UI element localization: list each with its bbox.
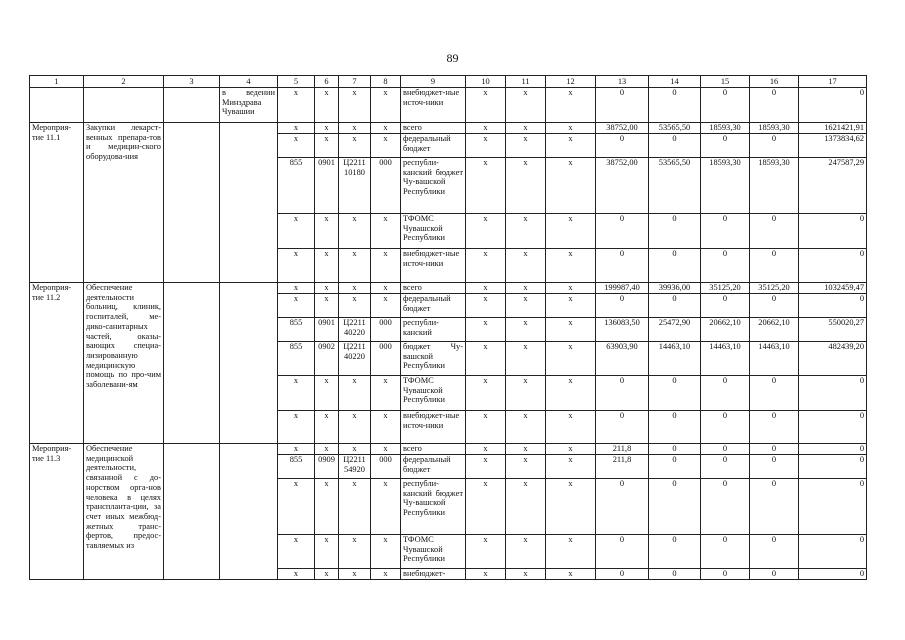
table-cell: х <box>466 455 506 479</box>
table-cell: 20662,10 <box>701 318 750 342</box>
table-cell: х <box>506 569 546 580</box>
table-cell: х <box>339 88 371 123</box>
table-cell: 0 <box>596 134 649 158</box>
table-cell: х <box>371 411 401 444</box>
table-cell: х <box>546 376 596 411</box>
table-cell: 14463,10 <box>649 342 701 376</box>
table-cell: х <box>278 249 315 283</box>
table-cell: 000 <box>371 158 401 214</box>
table-cell: ТФОМС Чувашской Республики <box>401 535 466 569</box>
table-cell: х <box>339 134 371 158</box>
table-cell: х <box>278 376 315 411</box>
table-cell: 0 <box>701 294 750 318</box>
table-cell: х <box>466 123 506 134</box>
table-cell: 0 <box>649 134 701 158</box>
table-cell: х <box>339 123 371 134</box>
table-cell: 0 <box>596 479 649 535</box>
header-cell: 13 <box>596 76 649 88</box>
table-cell: 0 <box>649 455 701 479</box>
table-cell: 18593,30 <box>701 158 750 214</box>
department-cell: в ведении Минздрава Чувашии <box>220 88 278 123</box>
table-cell: х <box>506 283 546 294</box>
table-cell: 0901 <box>315 318 339 342</box>
table-cell: всего <box>401 444 466 455</box>
table-cell: 53565,50 <box>649 123 701 134</box>
table-cell: 0 <box>596 88 649 123</box>
table-cell: х <box>506 158 546 214</box>
table-cell: 35125,20 <box>701 283 750 294</box>
table-cell: 1032459,47 <box>799 283 867 294</box>
table-cell: 0 <box>799 214 867 249</box>
table-cell: 0 <box>649 535 701 569</box>
header-cell: 11 <box>506 76 546 88</box>
header-cell: 5 <box>278 76 315 88</box>
table-cell: 0 <box>596 569 649 580</box>
table-cell: 0 <box>596 411 649 444</box>
table-cell: х <box>466 318 506 342</box>
table-cell: Ц2211 54920 <box>339 455 371 479</box>
table-cell: 0 <box>799 535 867 569</box>
table-cell: 0 <box>750 479 799 535</box>
header-cell: 1 <box>30 76 84 88</box>
table-cell <box>220 444 278 580</box>
table-cell: х <box>339 283 371 294</box>
table-cell: х <box>278 535 315 569</box>
table-cell: х <box>371 479 401 535</box>
table-cell: Ц2211 40220 <box>339 342 371 376</box>
table-cell: 000 <box>371 318 401 342</box>
table-cell: х <box>506 376 546 411</box>
table-cell: х <box>278 214 315 249</box>
table-cell: 38752,00 <box>596 123 649 134</box>
table-cell: 0 <box>799 479 867 535</box>
table-cell: х <box>506 294 546 318</box>
activity-name-cell: Закупки лекарст-венных препара-тов и медицин-ского оборудова-ния <box>84 123 164 283</box>
table-cell: х <box>278 411 315 444</box>
table-cell: 482439,20 <box>799 342 867 376</box>
table-cell: х <box>278 569 315 580</box>
table-cell: 0 <box>701 535 750 569</box>
table-cell: х <box>371 283 401 294</box>
table-cell <box>164 444 220 580</box>
table-cell: федеральный бюджет <box>401 134 466 158</box>
table-cell: 0 <box>649 569 701 580</box>
table-cell: 0 <box>701 214 750 249</box>
table-cell: х <box>546 158 596 214</box>
table-cell: 0 <box>701 376 750 411</box>
table-cell: х <box>506 318 546 342</box>
table-cell: 20662,10 <box>750 318 799 342</box>
table-cell: 0 <box>701 249 750 283</box>
table-row <box>30 283 867 294</box>
table-cell: 550020,27 <box>799 318 867 342</box>
table-cell <box>84 88 164 123</box>
header-cell: 17 <box>799 76 867 88</box>
table-cell: х <box>315 88 339 123</box>
header-cell: 15 <box>701 76 750 88</box>
table-cell: х <box>315 479 339 535</box>
table-cell: 0 <box>649 411 701 444</box>
table-cell: х <box>315 294 339 318</box>
table-cell: х <box>315 376 339 411</box>
table-cell: 000 <box>371 342 401 376</box>
table-cell: х <box>339 411 371 444</box>
table-cell: 000 <box>371 455 401 479</box>
table-cell: 0 <box>750 455 799 479</box>
table-cell: 18593,30 <box>750 123 799 134</box>
table-cell: 0 <box>750 134 799 158</box>
header-cell: 7 <box>339 76 371 88</box>
table-cell: 0 <box>750 535 799 569</box>
table-cell: х <box>506 444 546 455</box>
table-cell: х <box>466 376 506 411</box>
table-cell: федеральный бюджет <box>401 455 466 479</box>
table-cell <box>164 283 220 444</box>
table-body <box>30 76 867 580</box>
table-cell: х <box>546 283 596 294</box>
table-cell: х <box>506 134 546 158</box>
table-cell: 0 <box>750 88 799 123</box>
activity-number-cell: Мероприя-тие 11.1 <box>30 123 84 283</box>
table-cell: 0 <box>596 214 649 249</box>
table-row <box>30 123 867 134</box>
table-cell: 855 <box>278 158 315 214</box>
table-cell: х <box>371 569 401 580</box>
table-cell: х <box>315 283 339 294</box>
activity-number-cell: Мероприя-тие 11.2 <box>30 283 84 444</box>
table-cell: х <box>546 249 596 283</box>
table-cell: х <box>315 123 339 134</box>
table-cell: 855 <box>278 342 315 376</box>
table-cell: х <box>506 123 546 134</box>
table-cell: 0 <box>799 88 867 123</box>
table-cell: 855 <box>278 455 315 479</box>
table-cell: 0 <box>649 479 701 535</box>
table-cell: х <box>371 376 401 411</box>
table-cell: республи-канский бюджет Чу-вашской Республики <box>401 158 466 214</box>
table-cell: 0 <box>701 569 750 580</box>
table-cell: 0 <box>799 376 867 411</box>
header-cell: 9 <box>401 76 466 88</box>
table-cell: х <box>546 214 596 249</box>
table-cell: х <box>546 455 596 479</box>
table-cell: х <box>506 249 546 283</box>
table-cell: х <box>339 249 371 283</box>
table-cell: всего <box>401 283 466 294</box>
header-cell: 12 <box>546 76 596 88</box>
table-cell: 0 <box>649 214 701 249</box>
header-cell: 4 <box>220 76 278 88</box>
table-cell: бюджет Чу-вашской Республики <box>401 342 466 376</box>
table-cell: х <box>466 283 506 294</box>
table-cell: 0 <box>750 411 799 444</box>
table-cell: х <box>315 444 339 455</box>
table-cell: 1373834,62 <box>799 134 867 158</box>
table-cell: х <box>371 535 401 569</box>
header-cell: 3 <box>164 76 220 88</box>
table-cell: х <box>315 535 339 569</box>
table-row <box>30 444 867 455</box>
table-cell: 25472,90 <box>649 318 701 342</box>
table-cell: х <box>546 294 596 318</box>
table-cell: 1621421,91 <box>799 123 867 134</box>
table-cell: х <box>371 134 401 158</box>
table-cell: х <box>546 88 596 123</box>
table-cell: 53565,50 <box>649 158 701 214</box>
table-cell: Ц2211 10180 <box>339 158 371 214</box>
table-cell: х <box>546 569 596 580</box>
header-cell: 8 <box>371 76 401 88</box>
table-cell: 0 <box>649 294 701 318</box>
table-cell: х <box>371 88 401 123</box>
table-cell: 0909 <box>315 455 339 479</box>
table-cell: х <box>339 569 371 580</box>
table-cell: 0 <box>799 249 867 283</box>
table-cell <box>30 88 84 123</box>
table-cell: 0 <box>701 479 750 535</box>
table-cell: 211,8 <box>596 455 649 479</box>
table-cell: 855 <box>278 318 315 342</box>
table-cell: 211,8 <box>596 444 649 455</box>
table-cell: 199987,40 <box>596 283 649 294</box>
table-cell: 0 <box>701 455 750 479</box>
table-cell: х <box>466 342 506 376</box>
table-cell: внебюджет-ные источ-ники <box>401 411 466 444</box>
table-cell: 18593,30 <box>750 158 799 214</box>
table-cell: х <box>466 535 506 569</box>
table-cell: 0 <box>701 88 750 123</box>
activity-number-cell: Мероприя-тие 11.3 <box>30 444 84 580</box>
table-cell: х <box>466 249 506 283</box>
table-cell: внебюджет-ные источ-ники <box>401 249 466 283</box>
table-cell: х <box>315 214 339 249</box>
header-cell: 6 <box>315 76 339 88</box>
table-cell: 14463,10 <box>701 342 750 376</box>
table-cell: 0 <box>750 569 799 580</box>
table-cell: х <box>371 214 401 249</box>
table-cell: х <box>371 249 401 283</box>
table-cell: х <box>466 158 506 214</box>
table-cell: х <box>466 294 506 318</box>
table-cell: х <box>339 294 371 318</box>
table-cell: х <box>278 134 315 158</box>
table-cell: 0 <box>596 294 649 318</box>
table-cell: 0 <box>799 455 867 479</box>
table-cell: х <box>546 444 596 455</box>
table-cell: 0 <box>750 294 799 318</box>
table-cell: 0 <box>799 294 867 318</box>
table-cell: х <box>506 479 546 535</box>
table-cell: х <box>466 134 506 158</box>
table-cell: х <box>278 283 315 294</box>
table-cell: 0 <box>799 569 867 580</box>
table-cell: х <box>506 342 546 376</box>
header-cell: 16 <box>750 76 799 88</box>
table-cell: х <box>278 294 315 318</box>
table-cell: х <box>315 411 339 444</box>
table-cell: 0 <box>649 88 701 123</box>
table-cell: х <box>371 294 401 318</box>
table-cell: х <box>339 444 371 455</box>
table-cell: 0 <box>649 376 701 411</box>
table-cell: х <box>315 569 339 580</box>
header-cell: 10 <box>466 76 506 88</box>
table-cell: х <box>466 88 506 123</box>
table-cell: ТФОМС Чувашской Республики <box>401 376 466 411</box>
table-cell: х <box>546 479 596 535</box>
header-row <box>30 76 867 88</box>
table-cell: внебюджет- <box>401 569 466 580</box>
table-cell: внебюджет-ные источ-ники <box>401 88 466 123</box>
table-cell: х <box>466 411 506 444</box>
table-cell: 14463,10 <box>750 342 799 376</box>
table-cell: х <box>339 214 371 249</box>
table-cell: 136083,50 <box>596 318 649 342</box>
table-cell <box>164 88 220 123</box>
table-cell: х <box>466 444 506 455</box>
table-cell: 18593,30 <box>701 123 750 134</box>
table-cell: республи-канский <box>401 318 466 342</box>
table-cell: х <box>506 214 546 249</box>
table-cell: х <box>315 249 339 283</box>
table-cell: х <box>546 342 596 376</box>
table-cell: х <box>339 479 371 535</box>
table-cell <box>164 123 220 283</box>
table-cell: 247587,29 <box>799 158 867 214</box>
table-cell: х <box>546 318 596 342</box>
activity-name-cell: Обеспечение медицинской деятельности, связанной с до-норством орга-нов человека в целях транспланта-ции, за счет иных межбюд-жетных транс-фертов, предос-тавляемых из <box>84 444 164 580</box>
header-cell: 2 <box>84 76 164 88</box>
table-cell: х <box>466 479 506 535</box>
page-number: 89 <box>446 51 459 65</box>
table-cell: 0 <box>649 444 701 455</box>
table-cell: х <box>278 444 315 455</box>
table-cell: х <box>546 411 596 444</box>
table-cell: х <box>339 376 371 411</box>
table-cell: 0 <box>750 444 799 455</box>
table-cell: х <box>371 444 401 455</box>
table-cell: 0 <box>649 249 701 283</box>
table-cell: х <box>506 535 546 569</box>
table-cell: 63903,90 <box>596 342 649 376</box>
table-cell: 0 <box>799 444 867 455</box>
table-row <box>30 88 867 123</box>
table-cell: 39936,00 <box>649 283 701 294</box>
table-cell: 35125,20 <box>750 283 799 294</box>
table-cell: 38752,00 <box>596 158 649 214</box>
table-cell: х <box>546 134 596 158</box>
table-cell: 0 <box>596 376 649 411</box>
table-cell: х <box>278 123 315 134</box>
table-cell: х <box>506 88 546 123</box>
table-cell: х <box>371 123 401 134</box>
table-cell: всего <box>401 123 466 134</box>
table-cell: х <box>506 455 546 479</box>
table-cell: 0 <box>701 444 750 455</box>
table-cell: х <box>466 214 506 249</box>
table-cell: 0 <box>750 376 799 411</box>
table-cell: 0 <box>799 411 867 444</box>
table-cell: Ц2211 40220 <box>339 318 371 342</box>
table-cell: 0 <box>750 214 799 249</box>
table-cell: х <box>546 123 596 134</box>
table-cell: 0 <box>701 134 750 158</box>
table-cell: ТФОМС Чувашской Республики <box>401 214 466 249</box>
table-cell: 0902 <box>315 342 339 376</box>
table-cell: 0 <box>596 535 649 569</box>
table-cell: х <box>278 479 315 535</box>
table-cell <box>220 123 278 283</box>
table-cell: х <box>506 411 546 444</box>
budget-table <box>29 75 867 580</box>
table-cell: республи-канский бюджет Чу-вашской Республики <box>401 479 466 535</box>
table-cell <box>220 283 278 444</box>
table-cell: х <box>278 88 315 123</box>
table-cell: 0 <box>750 249 799 283</box>
table-cell: х <box>339 535 371 569</box>
table-cell: 0 <box>596 249 649 283</box>
table-cell: федеральный бюджет <box>401 294 466 318</box>
table-cell: 0 <box>701 411 750 444</box>
activity-name-cell: Обеспечение деятельности больниц, клиник, госпиталей, ме-дико-санитарных частей, оказы-вающих специа-лизированную медицинскую помощь по про-чим заболевани-ям <box>84 283 164 444</box>
table-cell: х <box>315 134 339 158</box>
header-cell: 14 <box>649 76 701 88</box>
table-cell: х <box>546 535 596 569</box>
table-cell: х <box>466 569 506 580</box>
table-cell: 0901 <box>315 158 339 214</box>
